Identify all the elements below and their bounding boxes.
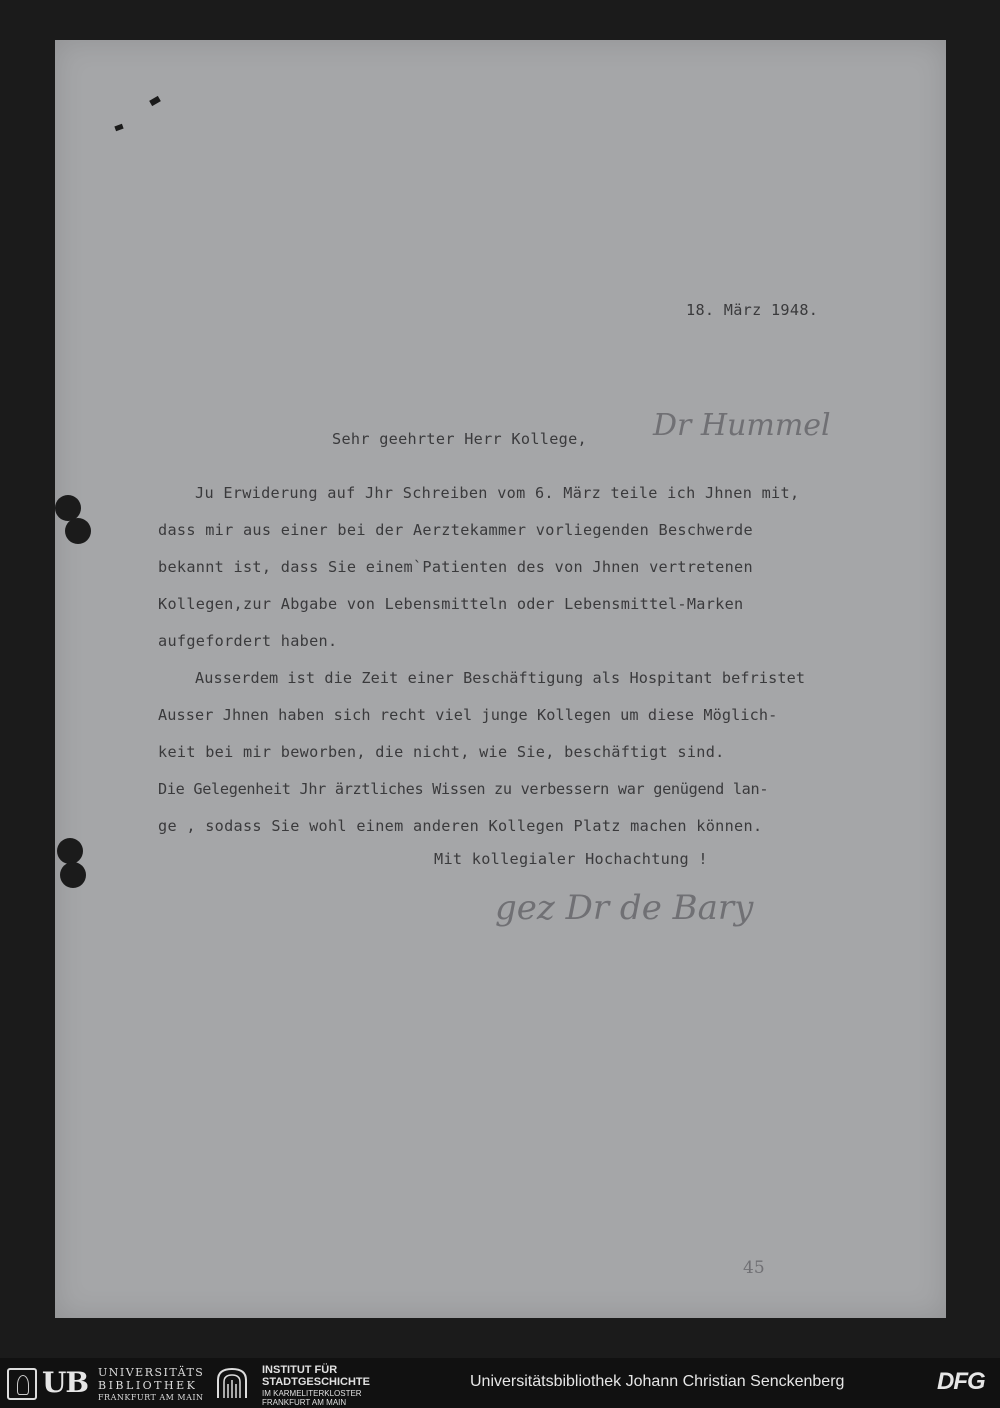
ub-line-2: BIBLIOTHEK <box>98 1379 198 1392</box>
page-number: 45 <box>743 1258 765 1278</box>
ub-line-3: FRANKFURT AM MAIN <box>98 1393 204 1402</box>
paragraph-line: Kollegen,zur Abgabe von Lebensmitteln oder Lebensmittel-Marken <box>158 595 744 613</box>
ub-line-1: UNIVERSITÄTS <box>98 1366 205 1379</box>
paragraph-line: dass mir aus einer bei der Aerztekammer vorliegenden Beschwerde <box>158 521 753 539</box>
paragraph-line: Ausser Jhnen haben sich recht viel junge Kollegen um diese Möglich- <box>158 706 778 724</box>
letter-sheet <box>55 40 946 1318</box>
paragraph-line: Ju Erwiderung auf Jhr Schreiben vom 6. März teile ich Jhnen mit, <box>195 484 800 502</box>
punch-hole <box>57 838 83 864</box>
cloister-arch-icon <box>215 1366 249 1400</box>
punch-hole <box>65 518 91 544</box>
footer-bar <box>0 1358 1000 1408</box>
dfg-logo: DFG <box>937 1368 985 1395</box>
handwritten-signature: gez Dr de Bary <box>495 888 754 928</box>
paragraph-line: Die Gelegenheit Jhr ärztliches Wissen zu verbessern war genügend lan- <box>158 780 769 798</box>
inst-line-3: IM KARMELITERKLOSTER <box>262 1389 362 1398</box>
letter-date: 18. März 1948. <box>686 301 819 319</box>
inst-line-4: FRANKFURT AM MAIN <box>262 1398 347 1407</box>
tear-mark <box>114 124 123 131</box>
paragraph-line: keit bei mir beworben, die nicht, wie Sie, beschäftigt sind. <box>158 743 725 761</box>
salutation: Sehr geehrter Herr Kollege, <box>332 430 587 448</box>
paragraph-line: bekannt ist, dass Sie einem`Patienten des von Jhnen vertretenen <box>158 558 753 576</box>
inst-line-1: INSTITUT FÜR <box>262 1364 338 1376</box>
university-seal-icon <box>7 1368 37 1400</box>
paragraph-line: ge , sodass Sie wohl einem anderen Kollegen Platz machen können. <box>158 817 763 835</box>
tear-mark <box>149 96 161 106</box>
library-name: Universitätsbibliothek Johann Christian Senckenberg <box>470 1373 845 1390</box>
ub-logo-mark: UB <box>42 1366 89 1399</box>
punch-hole <box>60 862 86 888</box>
handwritten-recipient-name: Dr Hummel <box>653 408 831 443</box>
inst-line-2: STADTGESCHICHTE <box>262 1376 370 1388</box>
closing: Mit kollegialer Hochachtung ! <box>434 850 708 868</box>
paragraph-line: aufgefordert haben. <box>158 632 338 650</box>
paragraph-line: Ausserdem ist die Zeit einer Beschäftigung als Hospitant befristet <box>195 669 806 687</box>
